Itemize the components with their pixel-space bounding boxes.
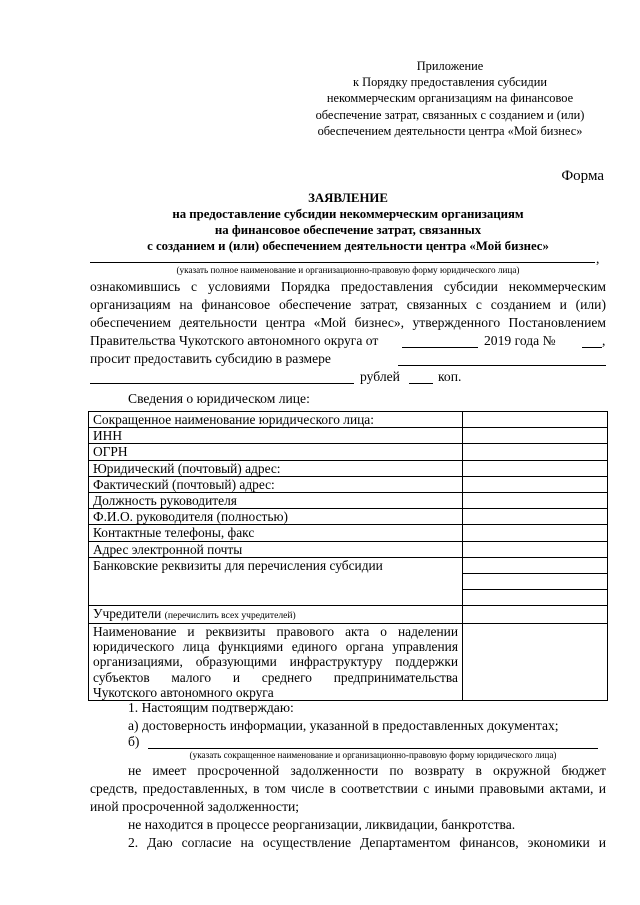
table-row bbox=[89, 444, 608, 460]
appendix-line: Приложение bbox=[416, 59, 484, 73]
entity-short-name-field[interactable] bbox=[148, 748, 598, 749]
table-value-cell[interactable] bbox=[463, 476, 608, 492]
intro-line: просит предоставить субсидию в размере bbox=[90, 351, 331, 366]
table-row bbox=[89, 541, 608, 557]
table-label: Фактический (почтовый) адрес: bbox=[89, 476, 463, 492]
intro-year: 2019 года № bbox=[484, 333, 556, 348]
legal-act-line: Наименование и реквизиты правового акта о наделении bbox=[93, 624, 458, 640]
table-value-cell[interactable] bbox=[463, 444, 608, 460]
appendix-header bbox=[300, 58, 600, 139]
table-label: Ф.И.О. руководителя (полностью) bbox=[89, 509, 463, 525]
debt-line: средств, предоставленных, в том числе в соответствии с иными правовыми актами, и bbox=[90, 781, 606, 796]
debt-line: иной просроченной задолженности; bbox=[90, 799, 300, 814]
table-row bbox=[89, 509, 608, 525]
table-label: Сокращенное наименование юридического лица: bbox=[89, 412, 463, 428]
table-row bbox=[89, 412, 608, 428]
applicant-hint: (указать полное наименование и организационно-правовую форму юридического лица) bbox=[176, 265, 520, 275]
table-label: Адрес электронной почты bbox=[89, 541, 463, 557]
subsidy-amount-continued-field[interactable] bbox=[90, 383, 354, 384]
entity-short-name-hint: (указать сокращенное наименование и организационно-правовую форму юридического лица) bbox=[189, 750, 557, 760]
table-row bbox=[89, 493, 608, 509]
decree-date-field[interactable] bbox=[402, 347, 478, 348]
legal-act-label bbox=[89, 624, 463, 701]
bank-details-label: Банковские реквизиты для перечисления субсидии bbox=[89, 557, 463, 605]
founders-label bbox=[89, 605, 463, 623]
appendix-line: обеспечением деятельности центра «Мой бизнес» bbox=[317, 123, 583, 138]
bank-value-cell[interactable] bbox=[463, 557, 608, 573]
table-row bbox=[89, 624, 608, 701]
intro-line: организациям на финансовое обеспечение затрат, связанных с созданием и (или) bbox=[90, 297, 606, 312]
table-label: Юридический (почтовый) адрес: bbox=[89, 460, 463, 476]
table-row bbox=[89, 460, 608, 476]
intro-line: Правительства Чукотского автономного округа от bbox=[90, 333, 379, 348]
legal-act-line: Чукотского автономного округа bbox=[93, 684, 274, 700]
table-value-cell[interactable] bbox=[463, 624, 608, 701]
legal-act-line: организациями, образующими инфраструктуру поддержки bbox=[93, 654, 458, 670]
subsidy-amount-field[interactable] bbox=[398, 365, 606, 366]
bank-value-cell[interactable] bbox=[463, 589, 608, 605]
table-value-cell[interactable] bbox=[463, 525, 608, 541]
table-label: ОГРН bbox=[89, 444, 463, 460]
title-line: на предоставление субсидии некоммерческим организациям bbox=[172, 207, 524, 221]
table-row-bank bbox=[89, 557, 608, 573]
bank-value-cell[interactable] bbox=[463, 573, 608, 589]
table-value-cell[interactable] bbox=[463, 493, 608, 509]
table-row bbox=[89, 605, 608, 623]
table-value-cell[interactable] bbox=[463, 509, 608, 525]
intro-line: обеспечением деятельности центра «Мой бизнес», утвержденного Постановлением bbox=[90, 315, 606, 330]
applicant-name-field[interactable] bbox=[90, 262, 595, 263]
table-label: ИНН bbox=[89, 428, 463, 444]
founders-note: (перечислить всех учредителей) bbox=[164, 609, 296, 621]
table-value-cell[interactable] bbox=[463, 605, 608, 623]
legal-act-line: юридического лица функциями единого органа управления bbox=[93, 639, 458, 655]
table-value-cell[interactable] bbox=[463, 541, 608, 557]
table-value-cell[interactable] bbox=[463, 428, 608, 444]
founders-text: Учредители bbox=[93, 605, 162, 621]
table-row bbox=[89, 476, 608, 492]
legal-entity-table bbox=[88, 411, 608, 701]
table-label: Должность руководителя bbox=[89, 493, 463, 509]
debt-line: не имеет просроченной задолженности по возврату в окружной бюджет bbox=[128, 763, 606, 778]
title-line: ЗАЯВЛЕНИЕ bbox=[308, 191, 388, 205]
info-heading: Сведения о юридическом лице: bbox=[128, 391, 310, 406]
table-row bbox=[89, 428, 608, 444]
rub-label: рублей bbox=[360, 369, 400, 384]
table-value-cell[interactable] bbox=[463, 412, 608, 428]
reorg-line: не находится в процессе реорганизации, ликвидации, банкротства. bbox=[128, 817, 516, 832]
kop-field[interactable] bbox=[409, 383, 433, 384]
applicant-comma: , bbox=[596, 251, 600, 266]
intro-comma: , bbox=[602, 333, 606, 348]
table-value-cell[interactable] bbox=[463, 460, 608, 476]
confirm-heading: 1. Настоящим подтверждаю: bbox=[128, 700, 294, 715]
form-label: Форма bbox=[561, 168, 604, 184]
appendix-line: к Порядку предоставления субсидии bbox=[353, 75, 547, 90]
decree-number-field[interactable] bbox=[582, 347, 602, 348]
intro-line: ознакомившись с условиями Порядка предоставления субсидии некоммерческим bbox=[90, 279, 606, 294]
document-title bbox=[90, 190, 606, 254]
consent-line: 2. Даю согласие на осуществление Департаментом финансов, экономики и bbox=[128, 835, 606, 850]
legal-act-line: субъектов малого и среднего предпринимательства bbox=[93, 669, 458, 685]
title-line: на финансовое обеспечение затрат, связанных bbox=[214, 223, 482, 237]
table-row bbox=[89, 525, 608, 541]
confirm-item-a: а) достоверность информации, указанной в предоставленных документах; bbox=[128, 718, 559, 733]
kop-label: коп. bbox=[438, 369, 462, 384]
table-label: Контактные телефоны, факс bbox=[89, 525, 463, 541]
confirm-item-b: б) bbox=[128, 734, 140, 749]
appendix-line: обеспечение затрат, связанных с созданием и (или) bbox=[315, 107, 585, 122]
title-line: с созданием и (или) обеспечением деятельности центра «Мой бизнес» bbox=[147, 239, 549, 253]
appendix-line: некоммерческим организациям на финансовое bbox=[326, 91, 574, 106]
